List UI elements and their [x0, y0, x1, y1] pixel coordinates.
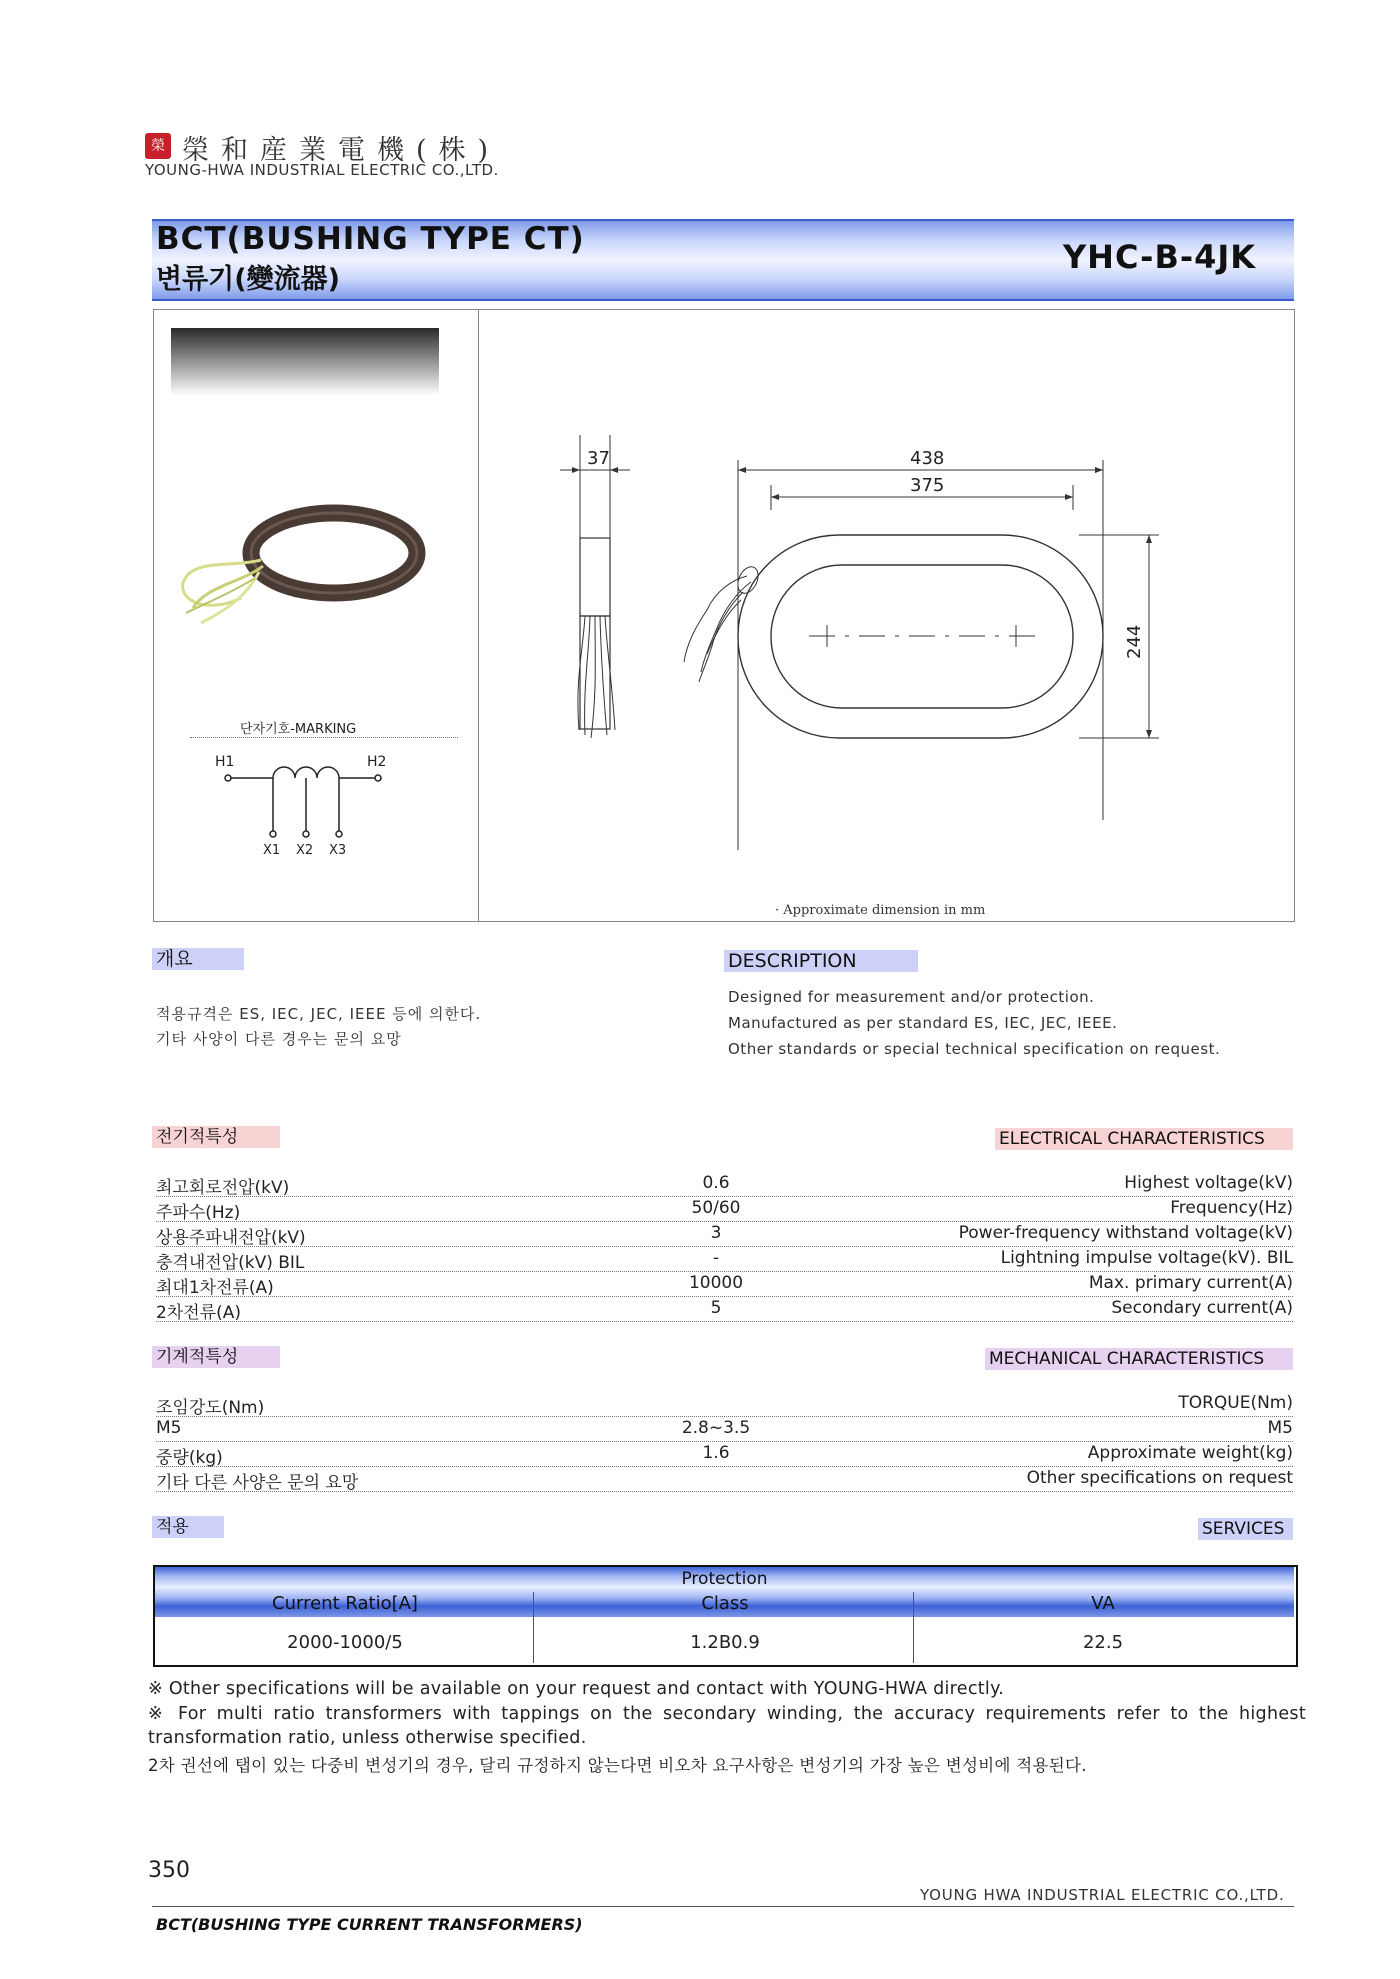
marking-divider — [190, 737, 458, 738]
spec-label-en: TORQUE(Nm) — [1178, 1393, 1293, 1413]
spec-label-en: Frequency(Hz) — [1170, 1198, 1293, 1218]
spec-value: 3 — [710, 1223, 722, 1243]
spec-value: 10000 — [688, 1273, 744, 1293]
table-cell-current-ratio: 2000-1000/5 — [287, 1632, 403, 1653]
spec-row-primary-current — [156, 1271, 1293, 1297]
table-header-va: VA — [1091, 1593, 1115, 1614]
spec-label-kr: 주파수(Hz) — [156, 1203, 241, 1223]
spec-label-kr: 충격내전압(kV) BIL — [156, 1253, 305, 1273]
description-heading: DESCRIPTION — [724, 950, 918, 972]
spec-value: 1.6 — [702, 1443, 730, 1463]
services-heading-kr: 적용 — [152, 1516, 224, 1538]
electrical-heading-kr: 전기적특성 — [152, 1126, 280, 1148]
spec-row-other — [156, 1466, 1293, 1492]
footer-company: YOUNG HWA INDUSTRIAL ELECTRIC CO.,LTD. — [920, 1886, 1285, 1904]
spec-label-kr: 중량(kg) — [156, 1448, 223, 1468]
spec-row-m5 — [156, 1416, 1293, 1442]
footer-doc-title: BCT(BUSHING TYPE CURRENT TRANSFORMERS) — [156, 1915, 583, 1934]
model-number: YHC-B-4JK — [1063, 238, 1257, 276]
spec-label-en: Power-frequency withstand voltage(kV) — [958, 1223, 1293, 1243]
terminal-h2: H2 — [367, 754, 387, 770]
description-line-3: Other standards or special technical specification on request. — [728, 1040, 1221, 1058]
spec-value: - — [712, 1248, 720, 1268]
spec-value: 0.6 — [702, 1173, 730, 1193]
spec-label-en: Highest voltage(kV) — [1124, 1173, 1293, 1193]
dim-inner-length: 375 — [910, 475, 945, 496]
table-cell-class: 1.2B0.9 — [690, 1632, 760, 1653]
page-number: 350 — [148, 1858, 190, 1883]
spec-value: 2.8~3.5 — [681, 1418, 751, 1438]
spec-label-kr: 상용주파내전압(kV) — [156, 1228, 306, 1248]
overview-heading-kr: 개요 — [152, 948, 244, 970]
terminal-x1: X1 — [263, 843, 281, 858]
terminal-x2: X2 — [296, 843, 314, 858]
note-line-3: 2차 권선에 탭이 있는 다중비 변성기의 경우, 달리 규정하지 않는다면 비오차 요구사항은 변성기의 가장 높은 변성비에 적용된다. — [148, 1756, 1087, 1775]
spec-label-kr: 최대1차전류(A) — [156, 1278, 274, 1298]
spec-label-kr: 기타 다른 사양은 문의 요망 — [156, 1473, 359, 1493]
dimension-note: · Approximate dimension in mm — [775, 903, 986, 918]
table-header-class: Class — [701, 1593, 749, 1614]
terminal-h1: H1 — [215, 754, 235, 770]
spec-label-en: M5 — [1267, 1418, 1293, 1438]
electrical-heading-en: ELECTRICAL CHARACTERISTICS — [995, 1128, 1293, 1150]
spec-label-kr: M5 — [156, 1418, 182, 1438]
spec-label-kr: 최고회로전압(kV) — [156, 1178, 290, 1198]
marking-label: 단자기호-MARKING — [240, 722, 357, 737]
spec-row-impulse-voltage — [156, 1246, 1293, 1272]
spec-value: 5 — [710, 1298, 722, 1318]
table-header-current-ratio: Current Ratio[A] — [272, 1593, 418, 1614]
services-heading-en: SERVICES — [1198, 1518, 1293, 1540]
table-group-header: Protection — [681, 1569, 768, 1589]
description-line-1: Designed for measurement and/or protection. — [728, 988, 1095, 1006]
spec-row-highest-voltage — [156, 1171, 1293, 1197]
spec-row-torque — [156, 1391, 1293, 1417]
overview-line-2: 기타 사양이 다른 경우는 문의 요망 — [156, 1030, 402, 1048]
table-cell-va: 22.5 — [1082, 1632, 1124, 1653]
spec-label-en: Approximate weight(kg) — [1087, 1443, 1293, 1463]
mechanical-heading-kr: 기계적특성 — [152, 1346, 280, 1368]
spec-label-kr: 2차전류(A) — [156, 1303, 241, 1323]
note-line-2-cont: transformation ratio, unless otherwise specified. — [148, 1728, 587, 1748]
dim-outer-length: 438 — [910, 448, 945, 469]
product-title: BCT(BUSHING TYPE CT) — [156, 221, 585, 257]
company-name-en: YOUNG-HWA INDUSTRIAL ELECTRIC CO.,LTD. — [145, 161, 499, 179]
description-line-2: Manufactured as per standard ES, IEC, JEC, IEEE. — [728, 1014, 1118, 1032]
note-line-1: ※ Other specifications will be available on your request and contact with YOUNG-HWA directly. — [148, 1679, 1005, 1699]
spec-label-en: Lightning impulse voltage(kV). BIL — [1000, 1248, 1293, 1268]
spec-row-frequency — [156, 1196, 1293, 1222]
spec-label-en: Max. primary current(A) — [1088, 1273, 1293, 1293]
dim-height: 244 — [1124, 624, 1145, 659]
dimension-drawing — [479, 310, 1293, 900]
spec-value: 50/60 — [691, 1198, 741, 1218]
product-photo — [171, 328, 439, 630]
terminal-schematic — [195, 748, 395, 858]
footer-divider — [152, 1906, 1294, 1907]
company-name-cn: 榮和産業電機(株) — [182, 135, 501, 166]
overview-line-1: 적용규격은 ES, IEC, JEC, IEEE 등에 의한다. — [156, 1005, 482, 1023]
spec-row-secondary-current — [156, 1296, 1293, 1322]
spec-row-weight — [156, 1441, 1293, 1467]
spec-row-withstand-voltage — [156, 1221, 1293, 1247]
spec-label-en: Secondary current(A) — [1111, 1298, 1293, 1318]
spec-label-kr: 조임강도(Nm) — [156, 1398, 265, 1418]
terminal-x3: X3 — [329, 843, 347, 858]
dim-width: 37 — [587, 448, 610, 469]
note-line-2: ※ For multi ratio transformers with tappings on the secondary winding, the accuracy requirements refer to the highest — [148, 1704, 1306, 1724]
company-logo-icon: 榮 — [145, 133, 171, 159]
spec-label-en: Other specifications on request — [1026, 1468, 1293, 1488]
mechanical-heading-en: MECHANICAL CHARACTERISTICS — [985, 1348, 1293, 1370]
product-title-kr: 변류기(變流器) — [156, 264, 340, 295]
